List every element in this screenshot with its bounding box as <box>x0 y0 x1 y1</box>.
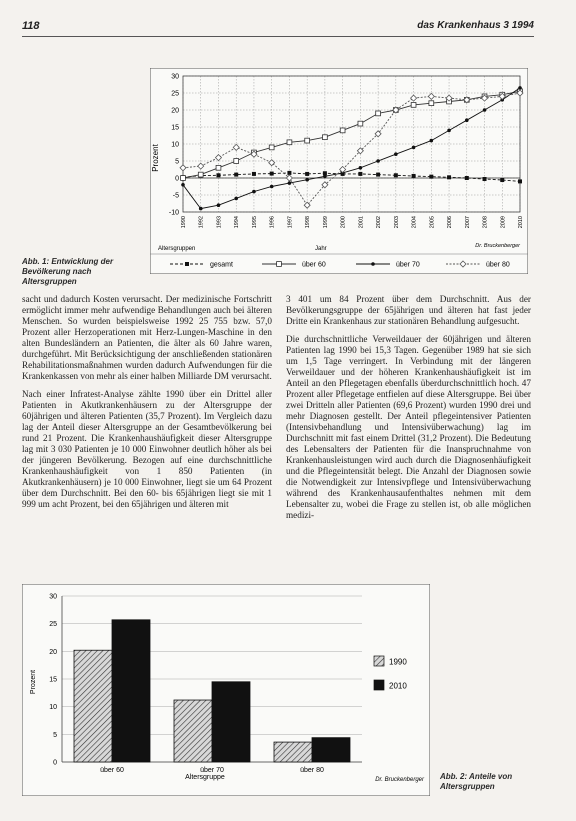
data-point <box>394 152 398 156</box>
y-tick-label: 15 <box>171 124 179 132</box>
legend-label: über 80 <box>486 261 510 269</box>
data-point <box>447 129 451 133</box>
y-tick-label: 30 <box>49 593 57 601</box>
x-tick-label: 2010 <box>518 216 524 229</box>
data-point <box>216 173 220 177</box>
data-point <box>447 175 451 179</box>
y-tick-label: 25 <box>49 621 57 629</box>
data-point <box>287 140 292 145</box>
data-point <box>483 108 487 112</box>
figure-caption-1: Abb. 1: Entwicklung der Bevölkerung nach Altersgruppen <box>22 257 114 286</box>
y-tick-label: 0 <box>53 759 57 767</box>
year-label: Jahr <box>315 246 327 252</box>
age-share-bar-chart <box>22 584 430 796</box>
x-tick-label: 2002 <box>376 216 383 229</box>
data-point <box>500 178 504 182</box>
x-tick-label: über 60 <box>100 767 124 774</box>
y-tick-label: 5 <box>53 731 57 739</box>
data-point <box>359 166 363 170</box>
data-point <box>305 138 310 143</box>
legend-swatch <box>374 680 384 690</box>
x-tick-label: 1996 <box>269 216 276 229</box>
legend-item <box>374 656 407 667</box>
x-tick-label: 2004 <box>411 216 418 229</box>
x-tick-label: 2000 <box>340 216 347 229</box>
legend-label: gesamt <box>210 261 233 269</box>
y-tick-label: 20 <box>49 648 57 656</box>
y-tick-label: 10 <box>49 704 57 712</box>
data-point <box>322 135 327 140</box>
data-point <box>429 101 434 106</box>
chart-source: Dr. Bruckenberger <box>375 777 424 783</box>
data-point <box>252 172 256 176</box>
legend-item <box>374 680 407 691</box>
x-tick-label: 2009 <box>500 216 507 229</box>
legend-swatch <box>374 656 384 666</box>
bar-2010 <box>212 682 250 762</box>
data-point <box>198 172 203 177</box>
y-tick-label: 5 <box>175 158 179 166</box>
data-point <box>518 86 522 90</box>
data-point <box>216 165 221 170</box>
text-column-left <box>22 294 272 517</box>
data-point <box>412 174 416 178</box>
data-point <box>518 179 522 183</box>
chart-source: Dr. Bruckenberger <box>475 243 520 249</box>
y-axis-label: Prozent <box>30 669 37 695</box>
x-tick-label: 1994 <box>234 216 241 229</box>
x-tick-label: 1999 <box>322 216 329 229</box>
y-tick-label: 25 <box>171 90 179 98</box>
data-point <box>181 176 186 181</box>
data-point <box>358 172 362 176</box>
data-point <box>465 176 469 180</box>
bar-1990 <box>74 650 112 762</box>
x-tick-label: 2001 <box>358 216 365 229</box>
x-tick-label: 1993 <box>216 216 223 229</box>
data-point <box>252 190 256 194</box>
text-column-right <box>286 294 531 528</box>
x-tick-label: 2007 <box>464 216 471 229</box>
legend-label: über 70 <box>396 261 420 269</box>
data-point <box>465 118 469 122</box>
data-point <box>181 183 185 187</box>
x-tick-label: über 70 <box>200 767 224 774</box>
bar-1990 <box>274 742 312 762</box>
data-point <box>185 262 189 266</box>
x-tick-label: 2005 <box>429 216 436 229</box>
x-tick-label: 1998 <box>305 216 312 229</box>
data-point <box>277 262 282 267</box>
data-point <box>305 172 309 176</box>
age-group-label: Altersgruppen <box>158 246 196 252</box>
y-tick-label: 10 <box>171 141 179 149</box>
legend-label: 2010 <box>389 681 407 691</box>
x-tick-label: über 80 <box>300 767 324 774</box>
bar-2010 <box>312 738 350 762</box>
y-tick-label: -10 <box>168 209 179 217</box>
y-tick-label: 30 <box>171 73 179 81</box>
data-point <box>358 121 363 126</box>
paragraph: sacht und dadurch Kosten verursacht. Der medizinische Fortschritt ermöglicht immer mehr aufwendige Behandlungen auch bei älteren Menschen. So wurden beispielsweise 1992 25 755 bzw. 57,0 Prozent aller Herzoperationen mit Herz-Lungen-Maschine in den alten Bundesländern an Patienten, die älter als 60 Jahre waren, durchgeführt. Mit Berücksichtigung der anschließenden stationären Rehabilitationsmaßnahmen wurden dadurch Aufwendungen für die Krankenkassen von mehr als einer halben Milliarde DM verursacht. <box>22 294 272 381</box>
paragraph: Die durchschnittliche Verweildauer der 60jährigen und älteren Patienten lag 1990 bei 15,3 Tagen. Gegenüber 1989 hat sie sich um 1,5 Tage verringert. In Verbindung mit der längeren Verweildauer und der höheren Krankenhaushäufigkeit ist im Anteil an den Pflegetagen ebenfalls überdurchschnittlich hoch. 47 Prozent aller Pflegetage entfielen auf diese Altersgruppe. Bei über zwei Dritteln aller Patienten (69,6 Prozent) wurden 1990 drei und mehr Diagnosen gestellt. Der Anteil pflegeintensiver Patienten (Intensivbehandlung und Intensivüberwachung) lag im Durchschnitt mit fast einem Drittel (31,2 Prozent). Die Bedeutung des Lebensalters der Patienten für die Inanspruchnahme von Krankenhausleistungen wird auch durch die Diagnosenhäufigkeit und die Pflegeintensität belegt. Die Anzahl der Diagnosen sowie die Notwendigkeit zur Intensivpflege und Intensivüberwachung während des Krankenhausaufenthaltes nehmen mit dem Lebensalter zu, wobei die Frage zu stellen ist, ob alle möglichen medizi- <box>286 334 531 520</box>
paragraph: 3 401 um 84 Prozent über dem Durchschnitt. Aus der Bevölkerungsgruppe der 65jährigen und älteren hat fast jeder Dritte ein Krankenhaus zur stationären Behandlung aufgesucht. <box>286 294 531 326</box>
data-point <box>376 173 380 177</box>
data-point <box>199 207 203 211</box>
data-point <box>288 181 292 185</box>
data-point <box>305 178 309 182</box>
population-line-chart <box>150 68 528 274</box>
figure-caption-2: Abb. 2: Anteile von Altersgruppen <box>440 772 513 791</box>
data-point <box>270 185 274 189</box>
data-point <box>234 173 238 177</box>
x-tick-label: 1997 <box>287 216 294 229</box>
data-point <box>394 173 398 177</box>
x-tick-label: 1990 <box>181 216 187 229</box>
data-point <box>412 146 416 150</box>
y-tick-label: 0 <box>175 175 179 183</box>
data-point <box>270 172 274 176</box>
data-point <box>234 159 239 164</box>
y-tick-label: 20 <box>171 107 179 115</box>
data-point <box>371 262 375 266</box>
x-tick-label: 2008 <box>482 216 489 229</box>
y-tick-label: -5 <box>172 192 179 200</box>
x-tick-label: 1995 <box>251 216 258 229</box>
bar-1990 <box>174 700 212 762</box>
journal-title: das Krankenhaus 3 1994 <box>417 20 534 31</box>
page-number: 118 <box>22 20 40 32</box>
y-axis-label: Prozent <box>151 144 160 172</box>
data-point <box>483 177 487 181</box>
x-tick-label: 2006 <box>447 216 454 229</box>
x-tick-label: 2003 <box>393 216 400 229</box>
legend-label: 1990 <box>389 657 407 667</box>
y-tick-label: 15 <box>49 676 57 684</box>
paragraph: Nach einer Infratest-Analyse zählte 1990 über ein Drittel aller Patienten in Akutkrankenhäusern zu der Altersgruppe der 60jährigen und älteren Patienten (35,7 Prozent). Im Vergleich dazu lag der Anteil dieser Altersgruppe an der Gesamtbevölkerung bei rund 21 Prozent. Die Krankenhaushäufigkeit dieser Altersgruppe lag mit 3 030 Patienten je 10 000 Einwohner deutlich höher als bei der jüngeren Bevölkerung. Bezogen auf eine durchschnittliche Krankenhaushäufigkeit von 1 850 Patienten (in Akutkrankenhäusern) je 10 000 Einwohner, liegt sie um 64 Prozent über dem Durchschnitt. Bei den 60- bis 65jährigen liegt sie mit 1 999 um acht Prozent, bei den 65jährigen und älteren mit <box>22 389 272 509</box>
data-point <box>340 128 345 133</box>
bar-2010 <box>112 620 150 762</box>
data-point <box>287 171 291 175</box>
legend-label: über 60 <box>302 261 326 269</box>
data-point <box>217 203 221 207</box>
data-point <box>411 103 416 108</box>
data-point <box>429 175 433 179</box>
data-point <box>323 175 327 179</box>
x-axis-label: Altersgruppe <box>185 774 225 781</box>
data-point <box>269 145 274 150</box>
data-point <box>376 159 380 163</box>
page-header <box>22 22 534 37</box>
data-point <box>430 139 434 143</box>
data-point <box>234 197 238 201</box>
data-point <box>376 111 381 116</box>
x-tick-label: 1992 <box>198 216 205 229</box>
